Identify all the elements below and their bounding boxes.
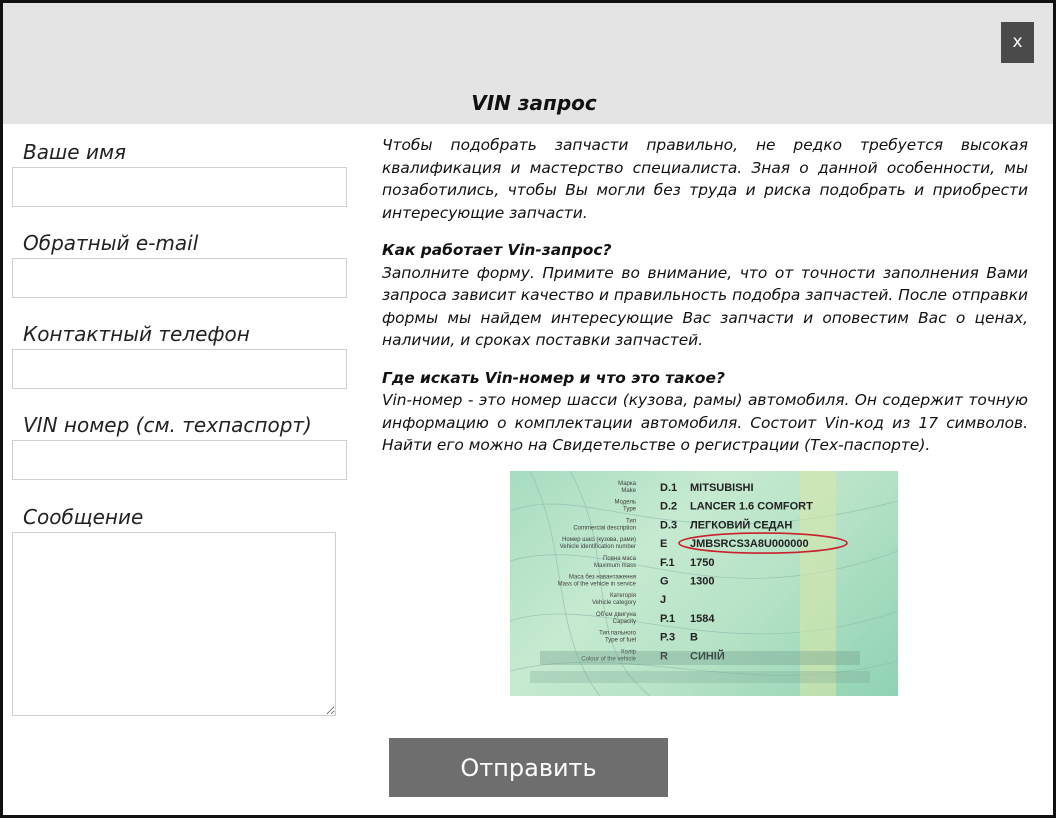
doc-row-value: JMBSRCS3A8U000000: [690, 538, 809, 551]
doc-row-label-ru: Категорія: [609, 593, 636, 600]
doc-row-label-ru: Модель: [614, 499, 636, 506]
doc-row-value: СИНІЙ: [690, 650, 725, 663]
doc-row-label-en: Maximum mass: [593, 562, 636, 569]
name-label: Ваше имя: [23, 140, 127, 164]
doc-row-label-en: Capacity: [612, 618, 636, 625]
doc-row-label-en: Mass of the vehicle in service: [557, 581, 636, 588]
how-heading: Как работает Vin-запрос?: [382, 241, 612, 259]
doc-row-code: E: [660, 538, 668, 551]
doc-row-code: D.1: [660, 482, 678, 494]
doc-row-code: J: [660, 594, 667, 607]
doc-row-label-ru: Повна маса: [603, 555, 636, 562]
doc-row-code: D.3: [660, 519, 678, 532]
registration-document-image: [510, 471, 898, 696]
intro-paragraph: Чтобы подобрать запчасти правильно, не редко требуется высокая квалификация и мастерство специалиста. Зная о данной особенности, мы позаботились, чтобы Вы могли без труда и риска подобрать и приобрести интересующие запчасти.: [382, 136, 1028, 222]
doc-row-value: LANCER 1.6 COMFORT: [690, 500, 813, 513]
modal-title: VIN запрос: [471, 91, 597, 115]
where-heading: Где искать Vin-номер и что это такое?: [382, 368, 725, 387]
doc-row-value: 1750: [690, 556, 715, 569]
doc-row-label-ru: Номер шасі (кузова, рами): [562, 537, 636, 544]
doc-row-label-en: Type of fuel: [604, 637, 636, 644]
doc-row-label-en: Make: [621, 488, 636, 494]
message-label: Сообщение: [23, 505, 144, 529]
doc-row-code: G: [660, 575, 669, 588]
doc-row-label-en: Colour of the vehicle: [581, 656, 636, 663]
doc-row-value: 1584: [690, 612, 715, 625]
doc-row-label-ru: Тип: [625, 518, 636, 525]
doc-row-code: R: [660, 650, 668, 663]
doc-row-code: P.3: [660, 631, 676, 644]
email-input[interactable]: [12, 258, 347, 298]
doc-row-value: MITSUBISHI: [690, 482, 754, 494]
doc-row-value: 1300: [690, 575, 715, 588]
doc-row-code: F.1: [660, 556, 675, 569]
doc-row-code: D.2: [660, 500, 678, 513]
name-input[interactable]: [12, 167, 347, 207]
vin-input[interactable]: [12, 440, 347, 480]
doc-row-label-ru: Маса без навантаження: [568, 574, 636, 581]
where-section: [382, 367, 1028, 457]
submit-button[interactable]: Отправить: [389, 738, 668, 797]
doc-row-value: ЛЕГКОВИЙ СЕДАН: [690, 519, 793, 532]
modal-header: [3, 3, 1053, 124]
doc-row-value: B: [690, 631, 698, 644]
doc-row-label-ru: Об'єм двигуна: [596, 611, 636, 618]
doc-row-label-ru: Марка: [618, 481, 636, 487]
where-text: Vin-номер - это номер шасси (кузова, рамы) автомобиля. Он содержит точную информацию о комплектации автомобиля. Состоит Vin-код из 17 символов. Найти его можно на Свидетельстве о регистрации (Тех-паспорте).: [382, 391, 1028, 454]
info-text: [382, 134, 1028, 472]
how-section: [382, 239, 1028, 352]
vin-label: VIN номер (см. техпаспорт): [23, 413, 312, 437]
doc-row-label-en: Commercial description: [573, 525, 636, 532]
message-textarea[interactable]: [12, 532, 336, 716]
phone-input[interactable]: [12, 349, 347, 389]
close-button[interactable]: x: [1001, 22, 1034, 63]
doc-row-label-ru: Тип пального: [599, 630, 636, 637]
how-text: Заполните форму. Примите во внимание, что от точности заполнения Вами запроса зависит качество и правильность подобра запчастей. После отправки формы мы найдем интересующие Вас запчасти и оповестим Вас о ценах, наличии, и сроках поставки запчастей.: [382, 263, 1028, 349]
phone-label: Контактный телефон: [23, 322, 250, 346]
doc-row-label-en: Vehicle identification number: [559, 544, 636, 551]
doc-row-label-en: Type: [622, 506, 636, 513]
doc-row-label-ru: Колір: [621, 649, 636, 656]
doc-row-code: P.1: [660, 612, 676, 625]
email-label: Обратный e-mail: [23, 231, 199, 255]
document-graphic: [510, 471, 898, 696]
doc-row-label-en: Vehicle category: [591, 600, 636, 607]
